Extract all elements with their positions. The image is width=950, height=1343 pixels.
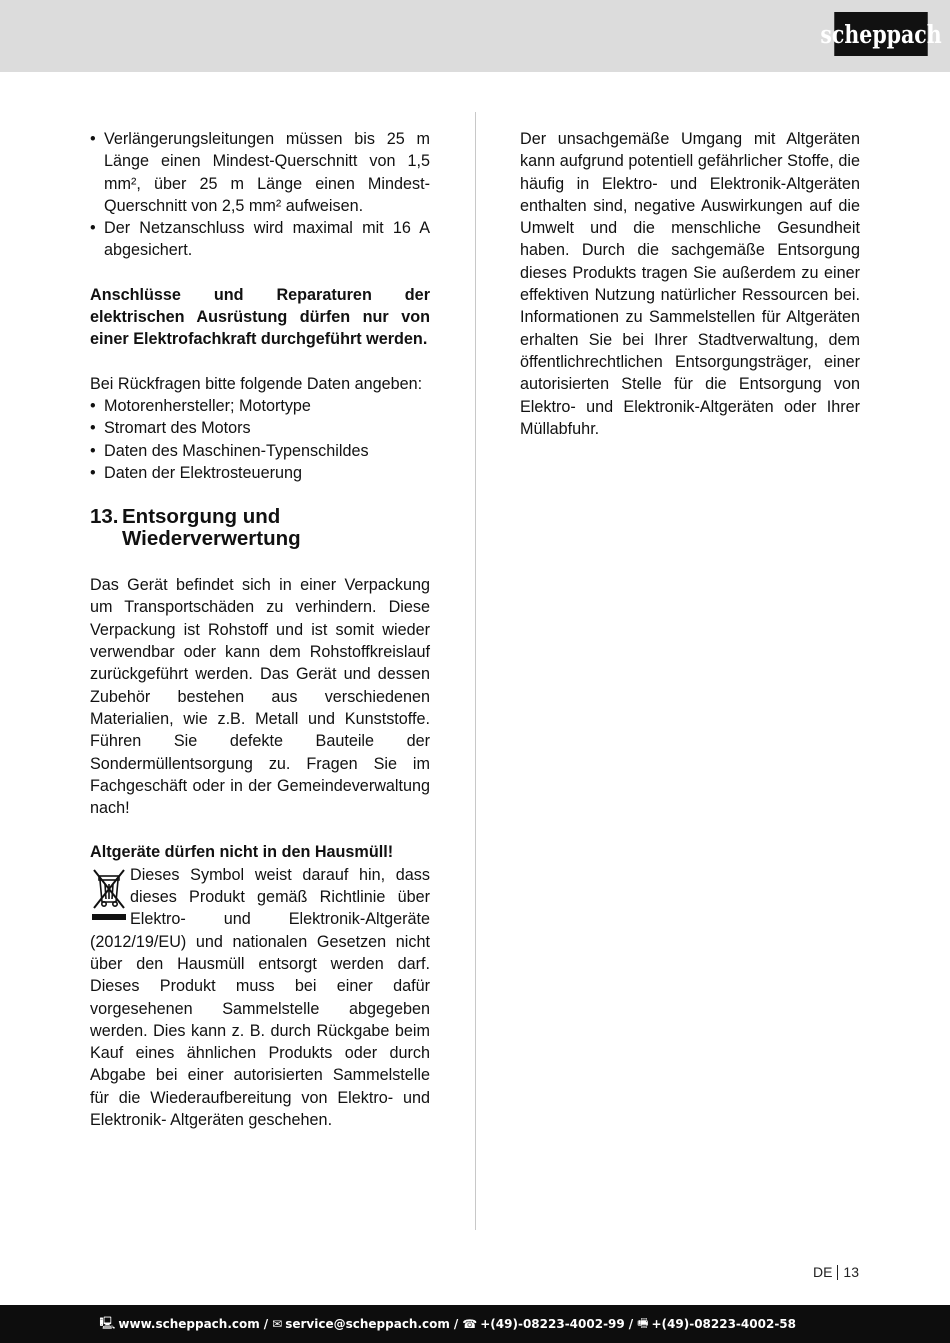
page-number: 13: [843, 1264, 859, 1280]
list-item: • Verlängerungsleitungen müssen bis 25 m Länge einen Mindest-Querschnitt von 1,5 mm², über 25 m Länge einen Mindest-Querschnitt von 2,5 mm² aufweisen.: [90, 128, 430, 217]
computer-icon: 🖳: [99, 1315, 116, 1330]
inquiry-intro: Bei Rückfragen bitte folgende Daten angeben:: [90, 374, 423, 393]
website-link[interactable]: www.scheppach.com: [118, 1317, 260, 1331]
column-divider: [475, 112, 476, 1230]
electrician-warning: Anschlüsse und Reparaturen der elektrischen Ausrüstung dürfen nur von einer Elektrofachkraft durchgeführt werden.: [90, 285, 430, 349]
footer-separator: /: [263, 1317, 269, 1331]
section-title-line2: Wiederverwertung: [122, 527, 301, 551]
section-title-line1: Entsorgung und: [122, 505, 281, 529]
disposal-symbol-paragraph: [90, 864, 430, 1132]
disposal-symbol-text: Dieses Symbol weist darauf hin, dass dieses Produkt gemäß Richtlinie über Elektro- und Elektronik-Altgeräte (2012/19/EU) und nationalen Gesetzen nicht über den Hausmüll entsorgt werden darf. Dieses Produkt muss bei einer dafür vorgesehenen Sammelstelle abgegeben werden. Dies kann z. B. durch Rückgabe beim Kauf eines ähnlichen Produkts oder durch Abgabe bei einer autorisierten Sammelstelle für die Wiederaufbereitung von Elektro- und Elektronik- Altgeräten geschehen.: [90, 865, 430, 1129]
list-item: • Motorenhersteller; Motortype: [90, 395, 430, 417]
cable-requirements-list: [90, 128, 430, 262]
telephone-icon: ☎: [462, 1317, 478, 1331]
fax-icon: 🖷: [637, 1315, 649, 1330]
household-waste-heading: Altgeräte dürfen nicht in den Hausmüll!: [90, 843, 394, 862]
contact-footer: [0, 1305, 950, 1343]
list-item: • Stromart des Motors: [90, 417, 430, 439]
section-number: 13.: [90, 505, 119, 529]
inquiry-list: [90, 395, 430, 484]
left-column: [90, 128, 430, 1131]
email-link[interactable]: service@scheppach.com: [285, 1317, 450, 1331]
envelope-icon: ✉: [272, 1317, 283, 1331]
list-item: • Der Netzanschluss wird maximal mit 16 A abgesichert.: [90, 217, 430, 262]
crossed-out-wheelie-bin-icon: [90, 866, 128, 926]
phone-number[interactable]: +(49)-08223-4002-99: [480, 1317, 625, 1331]
logo-text: scheppach: [820, 19, 942, 49]
header-band: [0, 0, 950, 72]
fax-number: +(49)-08223-4002-58: [651, 1317, 796, 1331]
list-item: • Daten des Maschinen-Typenschildes: [90, 440, 430, 462]
section-heading: [90, 506, 430, 550]
scheppach-logo: [820, 12, 942, 56]
page-separator: [837, 1265, 838, 1280]
right-column: [520, 128, 860, 440]
footer-separator: /: [453, 1317, 459, 1331]
list-item: • Daten der Elektrosteuerung: [90, 462, 430, 484]
packaging-paragraph: Das Gerät befindet sich in einer Verpackung um Transportschäden zu verhindern. Diese Verpackung ist Rohstoff und ist somit wieder verwendbar oder kann dem Rohstoffkreislauf zurückgeführt werden. Das Gerät und dessen Zubehör bestehen aus verschiedenen Materialien, wie z.B. Metall und Kunststoffe. Führen Sie defekte Bauteile der Sondermüllentsorgung zu. Fragen Sie im Fachgeschäft oder in der Gemeindeverwaltung nach!: [90, 576, 430, 818]
page-number-block: [813, 1264, 859, 1280]
footer-separator: /: [628, 1317, 634, 1331]
improper-disposal-paragraph: Der unsachgemäße Umgang mit Altgeräten kann aufgrund potentiell gefährlicher Stoffe, die häufig in Elektro- und Elektronik-Altgeräten enthalten sind, negative Auswirkungen auf die Umwelt und die menschliche Gesundheit haben. Durch die sachgemäße Entsorgung dieses Produkts tragen Sie außerdem zu einer effektiven Nutzung natürlicher Ressourcen bei. Informationen zu Sammelstellen für Altgeräten erhalten Sie bei Ihrer Stadtverwaltung, dem öffentlichrechtlichen Entsorgungsträger, einer autorisierten Stelle für die Entsorgung von Elektro- und Elektronik-Altgeräten oder Ihrer Müllabfuhr.: [520, 130, 860, 438]
language-code: DE: [812, 1264, 833, 1280]
